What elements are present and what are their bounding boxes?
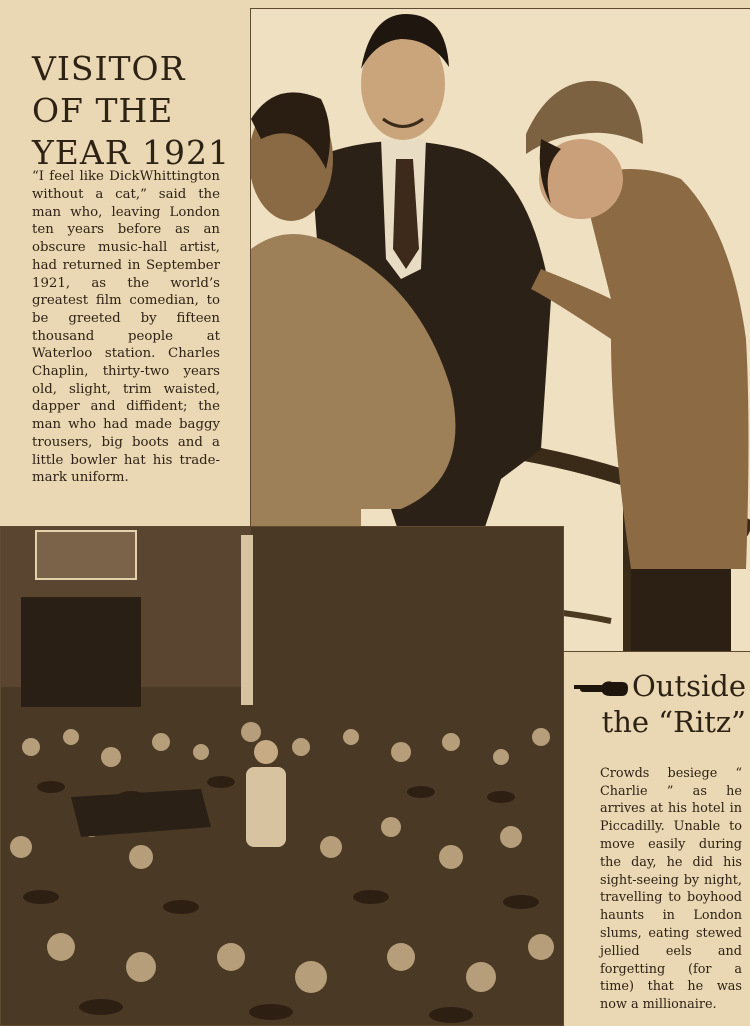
article-title (32, 48, 242, 174)
article-body: “I feel like DickWhittington without a cat,” said the man who, leaving London ten years before as an obscure music-hall artist, had returned in September 1921, as the world’s greatest film comedian, to be greeted by fifteen thousand people at Waterloo station. Charles Chaplin, thirty-two years old, slight, trim waisted, dapper and diffident; the man who had made baggy trousers, big boots and a little bowler hat his trade-mark uniform. (32, 169, 220, 486)
caption-heading-line-1: Outside (566, 668, 746, 704)
caption-heading-line-2: the “Ritz” (601, 705, 746, 739)
caption-text: Crowds besiege “ Charlie ” as he arrives at his hotel in Piccadilly. Unable to move easily during the day, he did his sight-seeing by night, travelling to boyhood haunts in London slums, eating stewed jellied eels and forgetting (for a time) that he was now a millionaire. (600, 765, 742, 1013)
crowd-outside-ritz-photo (0, 526, 564, 1026)
title-line-2: OF THE (32, 91, 174, 131)
pointing-hand-icon (572, 676, 630, 700)
caption-heading (566, 668, 746, 740)
title-line-3: YEAR 1921 (32, 133, 231, 173)
title-line-1: VISITOR (32, 49, 186, 89)
